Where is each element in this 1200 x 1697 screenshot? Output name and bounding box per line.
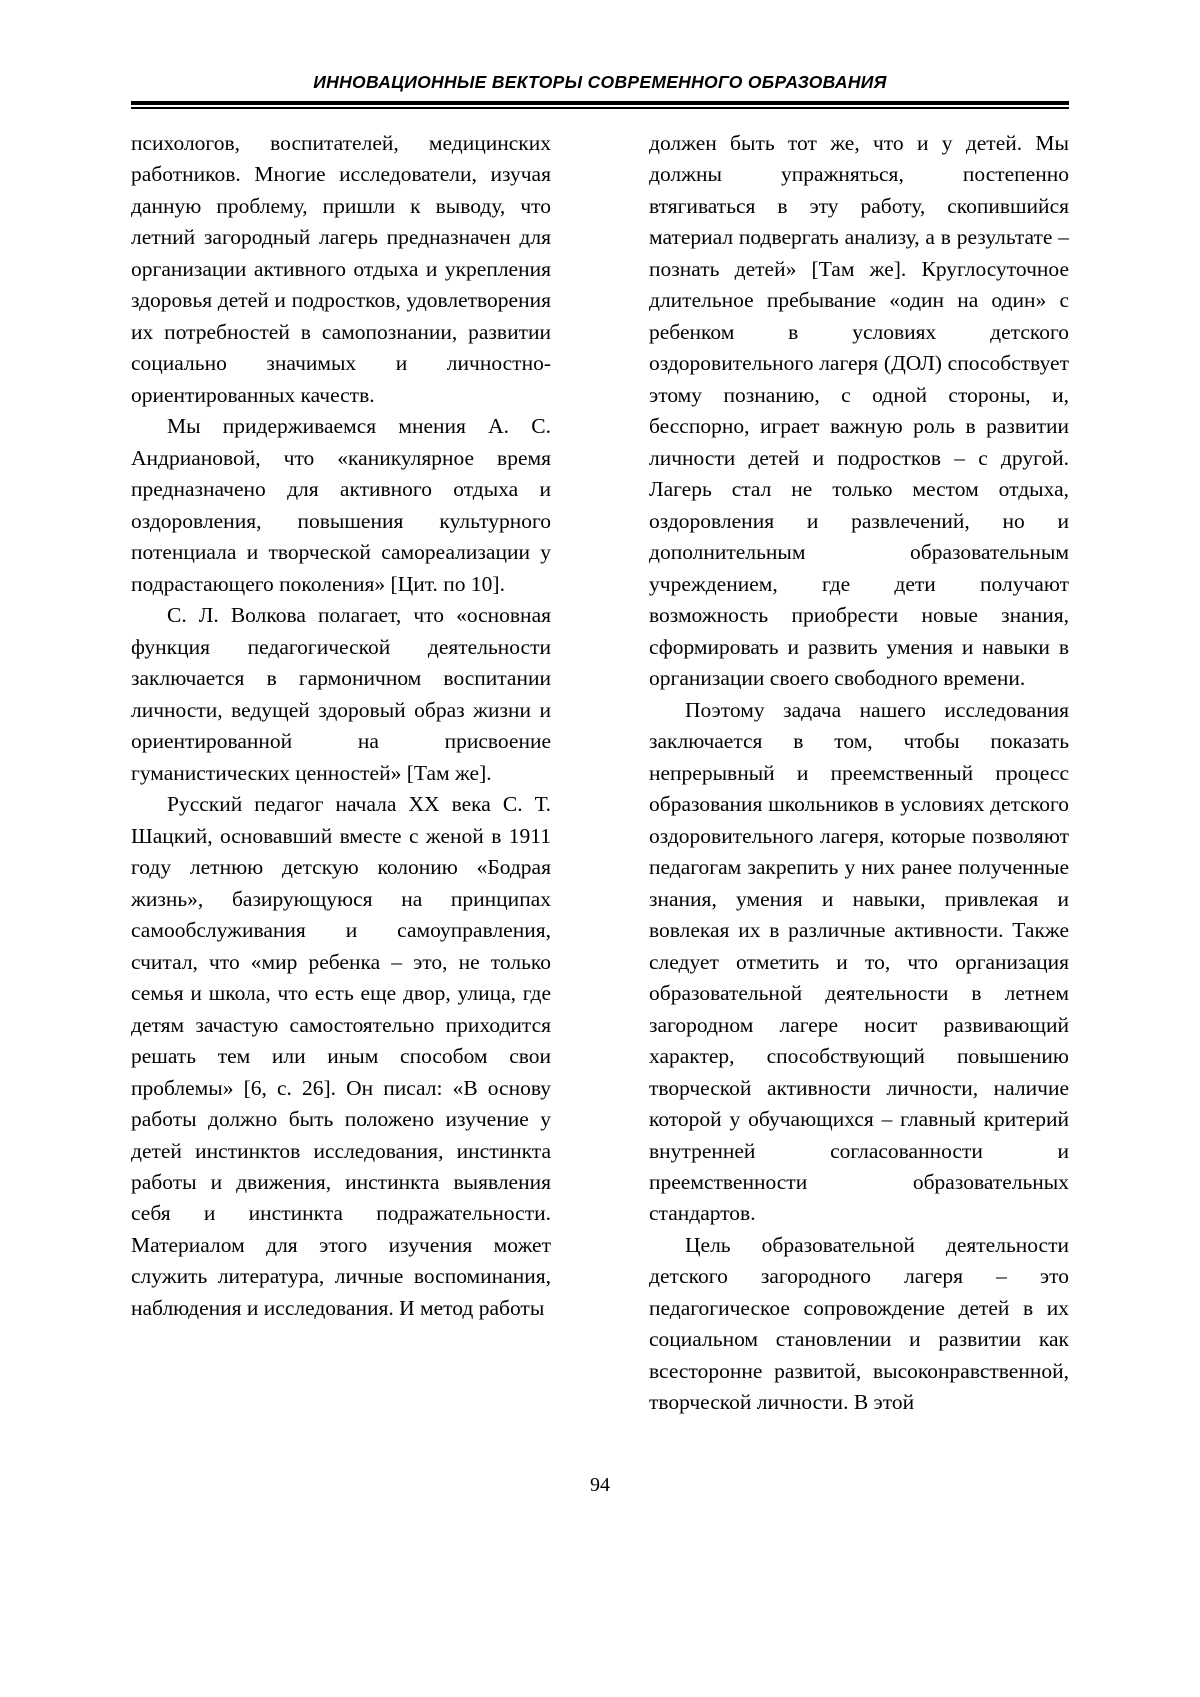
paragraph: Поэтому задача нашего исследования заключается в том, чтобы показать непрерывный и преемственный процесс образования школьников в условиях детского оздоровительного лагеря, которые позволяют педагогам закрепить у них ранее полученные знания, умения и навыки, привлекая и вовлекая их в различные активности. Также следует отметить и то, что организация образовательной деятельности в летнем загородном лагере носит развивающий характер, способствующий повышению творческой активности личности, наличие которой у обучающихся – главный критерий внутренней согласованности и преемственности образовательных стандартов.	[649, 697, 1069, 1226]
paragraph: С. Л. Волкова полагает, что «основная функция педагогической деятельности заключается в гармоничном воспитании личности, ведущей здоровый образ жизни и ориентированной на присвоение гуманистических ценностей» [Там же].	[131, 603, 551, 785]
left-column	[131, 128, 551, 1428]
paragraph: Русский педагог начала XX века С. Т. Шацкий, основавший вместе с женой в 1911 году летнюю детскую колонию «Бодрая жизнь», базирующуюся на принципах самообслуживания и самоуправления, считал, что «мир ребенка – это, не только семья и школа, что есть еще двор, улица, где детям зачастую самостоятельно приходится решать тем или иным способом свои проблемы» [6, с. 26]. Он писал: «В основу работы должно быть положено изучение у детей инстинктов исследования, инстинкта работы и движения, инстинкта выявления себя и инстинкта подражательности. Материалом для этого изучения может служить литература, личные воспоминания, наблюдения и исследования. И метод работы	[131, 792, 551, 1320]
header-rule-thin	[131, 107, 1069, 109]
body-columns	[131, 128, 1069, 1428]
page-number: 94	[590, 1474, 610, 1496]
right-column	[649, 128, 1069, 1428]
header-rule	[131, 101, 1069, 109]
paragraph: должен быть тот же, что и у детей. Мы должны упражняться, постепенно втягиваться в эту работу, скопившийся материал подвергать анализу, а в результате – познать детей» [Там же]. Круглосуточное длительное пребывание «один на один» с ребенком в условиях детского оздоровительного лагеря (ДОЛ) способствует этому познанию, с одной стороны, и, бесспорно, играет важную роль в развитии личности детей и подростков – с другой. Лагерь стал не только местом отдыха, оздоровления и развлечений, но и дополнительным образовательным учреждением, где дети получают возможность приобрести новые знания, сформировать и развить умения и навыки в организации своего свободного времени.	[649, 131, 1069, 691]
paragraph: Цель образовательной деятельности детского загородного лагеря – это педагогическое сопровождение детей в их социальном становлении и развитии как всесторонне развитой, высоконравственной, творческой личности. В этой	[649, 1232, 1069, 1415]
paragraph: Мы придерживаемся мнения А. С. Андриановой, что «каникулярное время предназначено для активного отдыха и оздоровления, повышения культурного потенциала и творческой самореализации у подрастающего поколения» [Цит. по 10].	[131, 414, 551, 596]
running-head: ИННОВАЦИОННЫЕ ВЕКТОРЫ СОВРЕМЕННОГО ОБРАЗОВАНИЯ	[313, 72, 887, 92]
paragraph: психологов, воспитателей, медицинских работников. Многие исследователи, изучая данную проблему, пришли к выводу, что летний загородный лагерь предназначен для организации активного отдыха и укрепления здоровья детей и подростков, удовлетворения их потребностей в самопознании, развитии социально значимых и личностно-ориентированных качеств.	[131, 131, 551, 407]
